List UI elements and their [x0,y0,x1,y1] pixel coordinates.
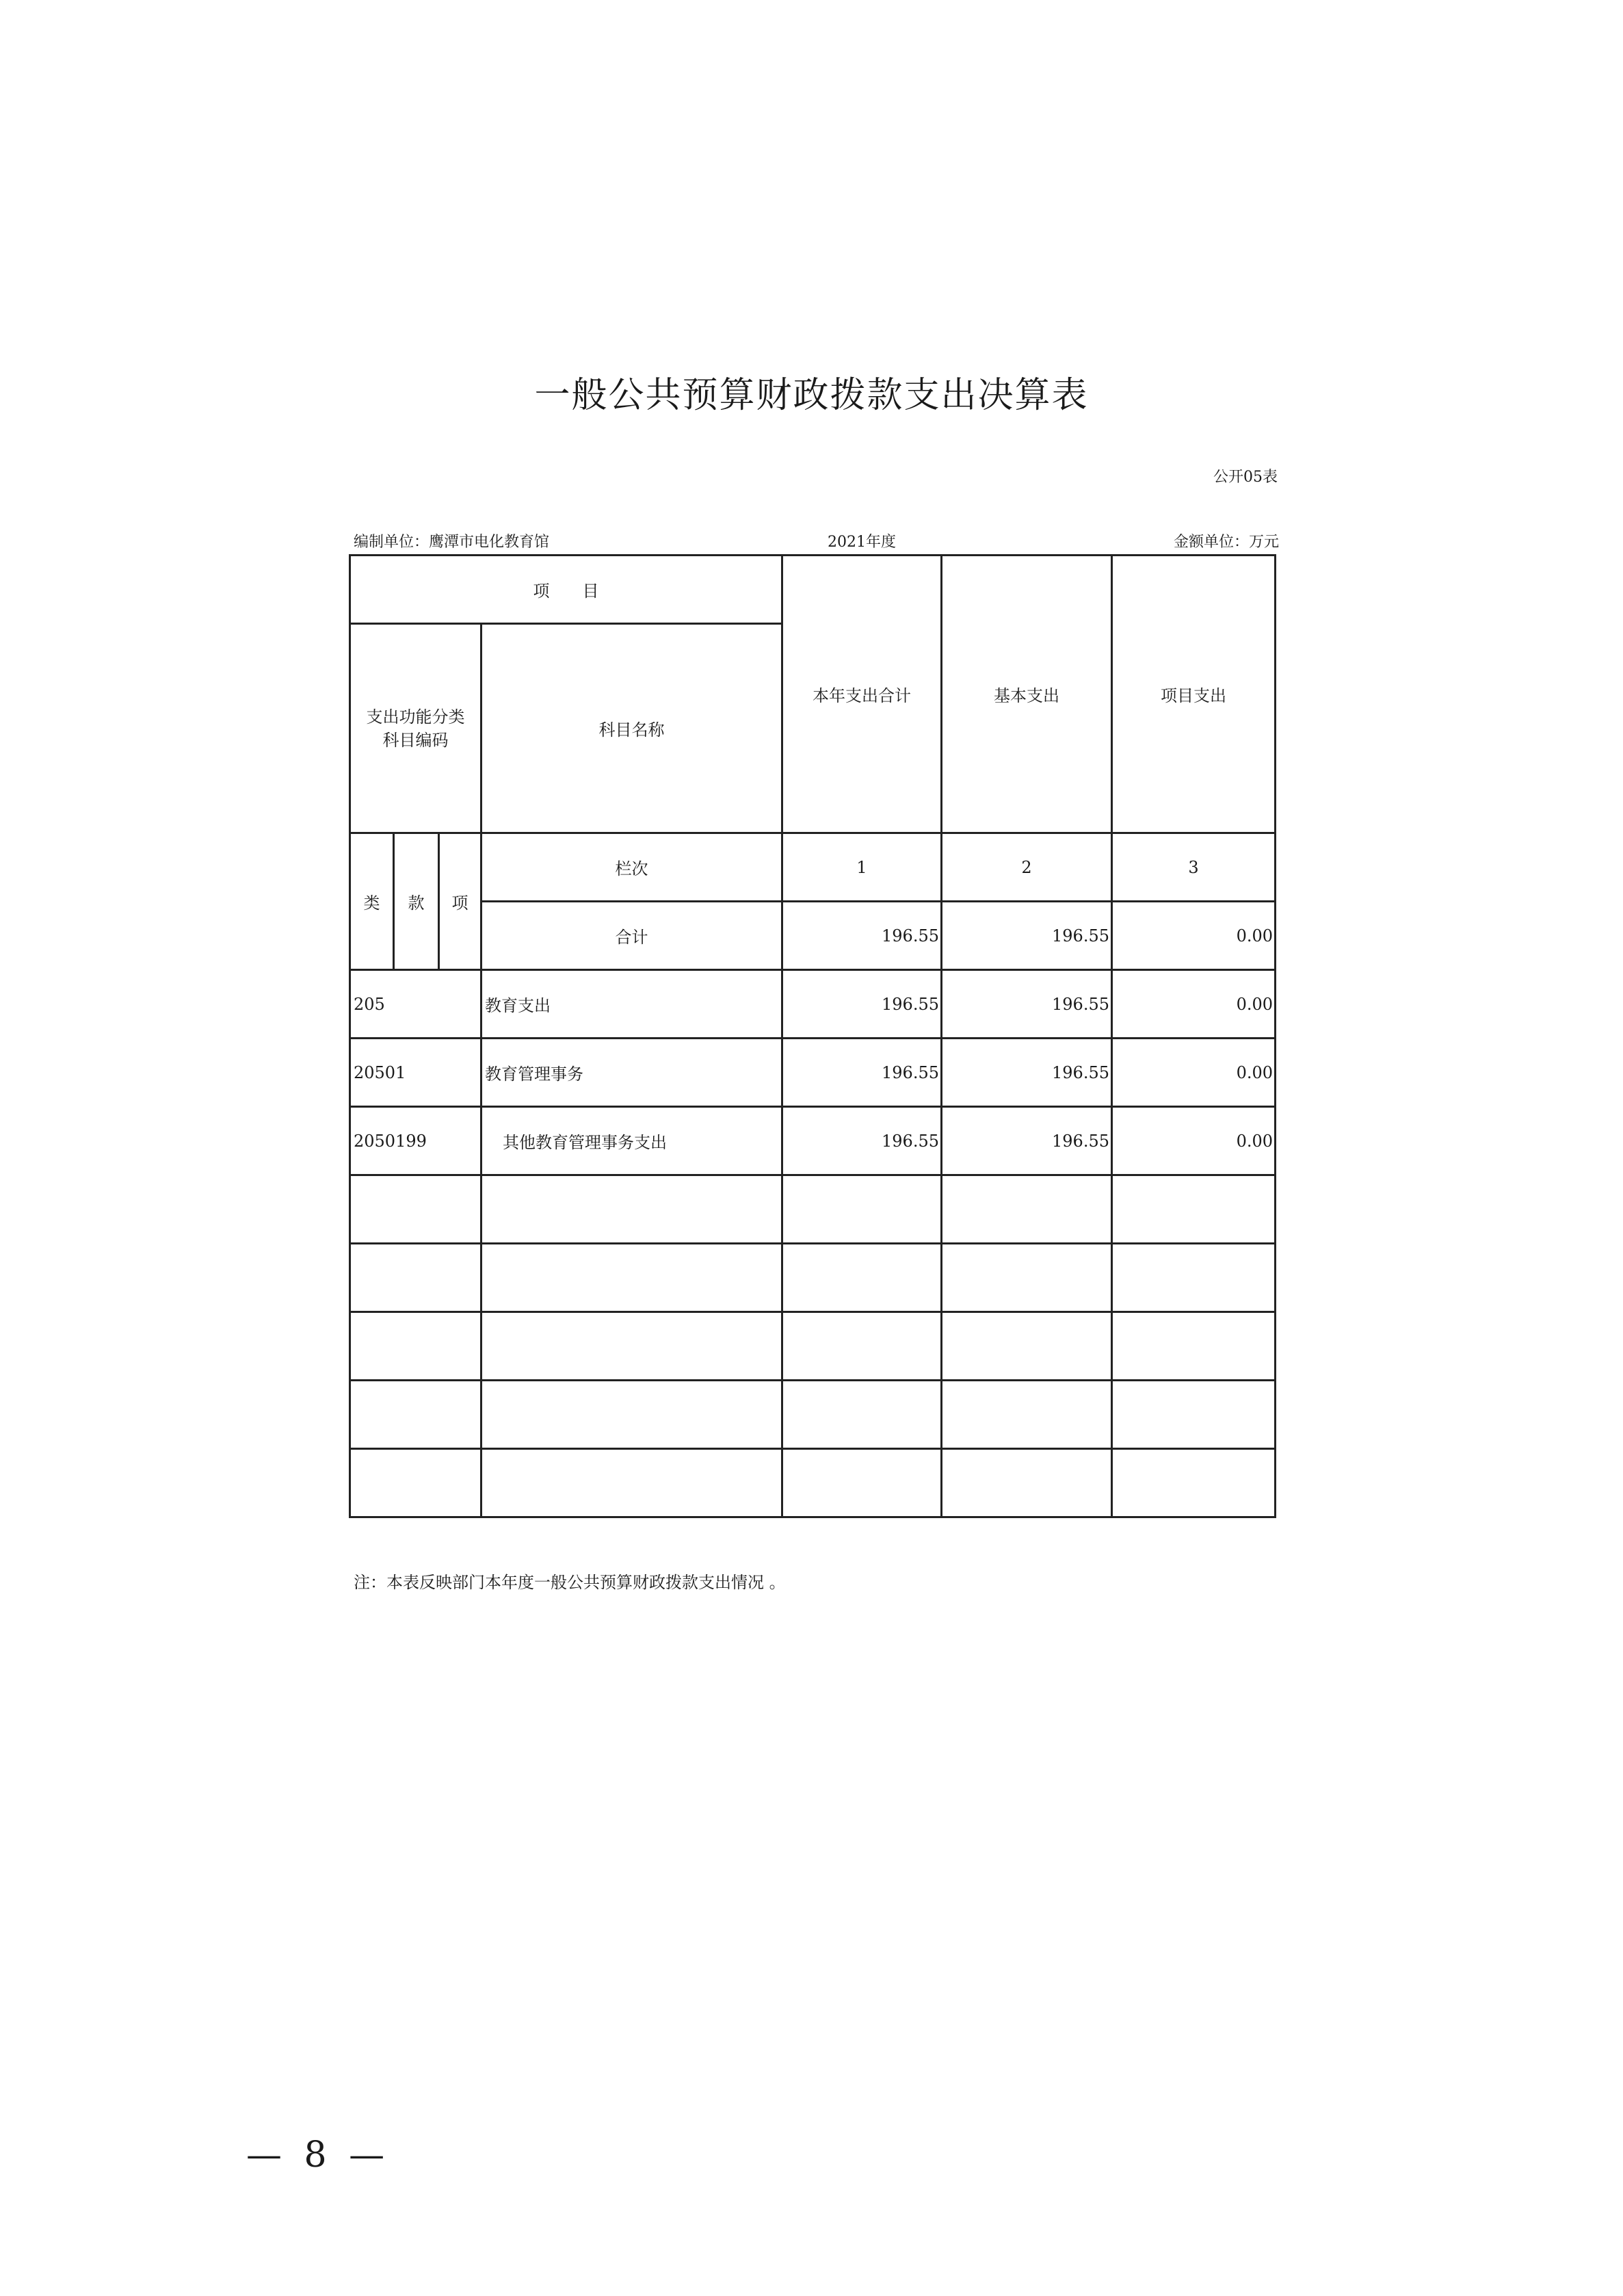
form-code: 公开05表 [1213,469,1278,486]
empty-cell [350,1244,481,1312]
empty-cell [481,1312,782,1381]
empty-cell [942,1312,1112,1381]
budget-table [349,554,1276,1518]
empty-cell [1112,1381,1276,1449]
header-project: 项目支出 [1112,556,1276,833]
page-number: — 8 — [246,2135,391,2176]
row-code: 205 [350,970,481,1039]
empty-row [350,1175,1276,1244]
sum-total: 196.55 [782,902,942,970]
lanci-2: 2 [942,833,1112,902]
table-row [350,970,1276,1039]
row-project: 0.00 [1112,970,1276,1039]
empty-cell [782,1175,942,1244]
header-item: 项 目 [350,556,782,624]
table-row [350,1039,1276,1107]
empty-cell [942,1175,1112,1244]
row-project: 0.00 [1112,1107,1276,1175]
row-name: 教育管理事务 [481,1039,782,1107]
sum-project: 0.00 [1112,902,1276,970]
row-basic: 196.55 [942,970,1112,1039]
compiling-unit: 编制单位：鹰潭市电化教育馆 [354,534,550,551]
empty-row [350,1244,1276,1312]
empty-cell [942,1244,1112,1312]
lanci-1: 1 [782,833,942,902]
currency-unit: 金额单位：万元 [1173,534,1279,551]
sum-row [350,902,1276,970]
col-kuan: 款 [394,833,439,970]
row-basic: 196.55 [942,1039,1112,1107]
row-total: 196.55 [782,970,942,1039]
table-note: 注：本表反映部门本年度一般公共预算财政拨款支出情况 。 [354,1573,786,1592]
empty-cell [782,1244,942,1312]
lanci-3: 3 [1112,833,1276,902]
empty-cell [481,1244,782,1312]
empty-cell [782,1312,942,1381]
empty-cell [481,1175,782,1244]
col-lei: 类 [350,833,394,970]
header-name: 科目名称 [481,624,782,833]
empty-cell [1112,1244,1276,1312]
row-project: 0.00 [1112,1039,1276,1107]
lanci-label: 栏次 [481,833,782,902]
empty-row [350,1381,1276,1449]
sum-basic: 196.55 [942,902,1112,970]
empty-cell [350,1381,481,1449]
table-row [350,1107,1276,1175]
empty-cell [942,1381,1112,1449]
row-basic: 196.55 [942,1107,1112,1175]
fiscal-year: 2021年度 [828,534,896,551]
empty-cell [1112,1312,1276,1381]
row-total: 196.55 [782,1039,942,1107]
page-title: 一般公共预算财政拨款支出决算表 [534,375,1089,416]
empty-cell [782,1449,942,1517]
empty-cell [350,1175,481,1244]
empty-cell [350,1449,481,1517]
row-name: 其他教育管理事务支出 [481,1107,782,1175]
row-code: 20501 [350,1039,481,1107]
empty-cell [942,1449,1112,1517]
empty-cell [1112,1175,1276,1244]
header-basic: 基本支出 [942,556,1112,833]
empty-cell [1112,1449,1276,1517]
row-code: 2050199 [350,1107,481,1175]
empty-row [350,1449,1276,1517]
sum-label: 合计 [481,902,782,970]
empty-cell [481,1381,782,1449]
row-total: 196.55 [782,1107,942,1175]
empty-cell [481,1449,782,1517]
empty-cell [782,1381,942,1449]
col-xiang: 项 [439,833,481,970]
header-total: 本年支出合计 [782,556,942,833]
empty-row [350,1312,1276,1381]
empty-cell [350,1312,481,1381]
header-code: 支出功能分类 科目编码 [350,624,481,833]
row-name: 教育支出 [481,970,782,1039]
